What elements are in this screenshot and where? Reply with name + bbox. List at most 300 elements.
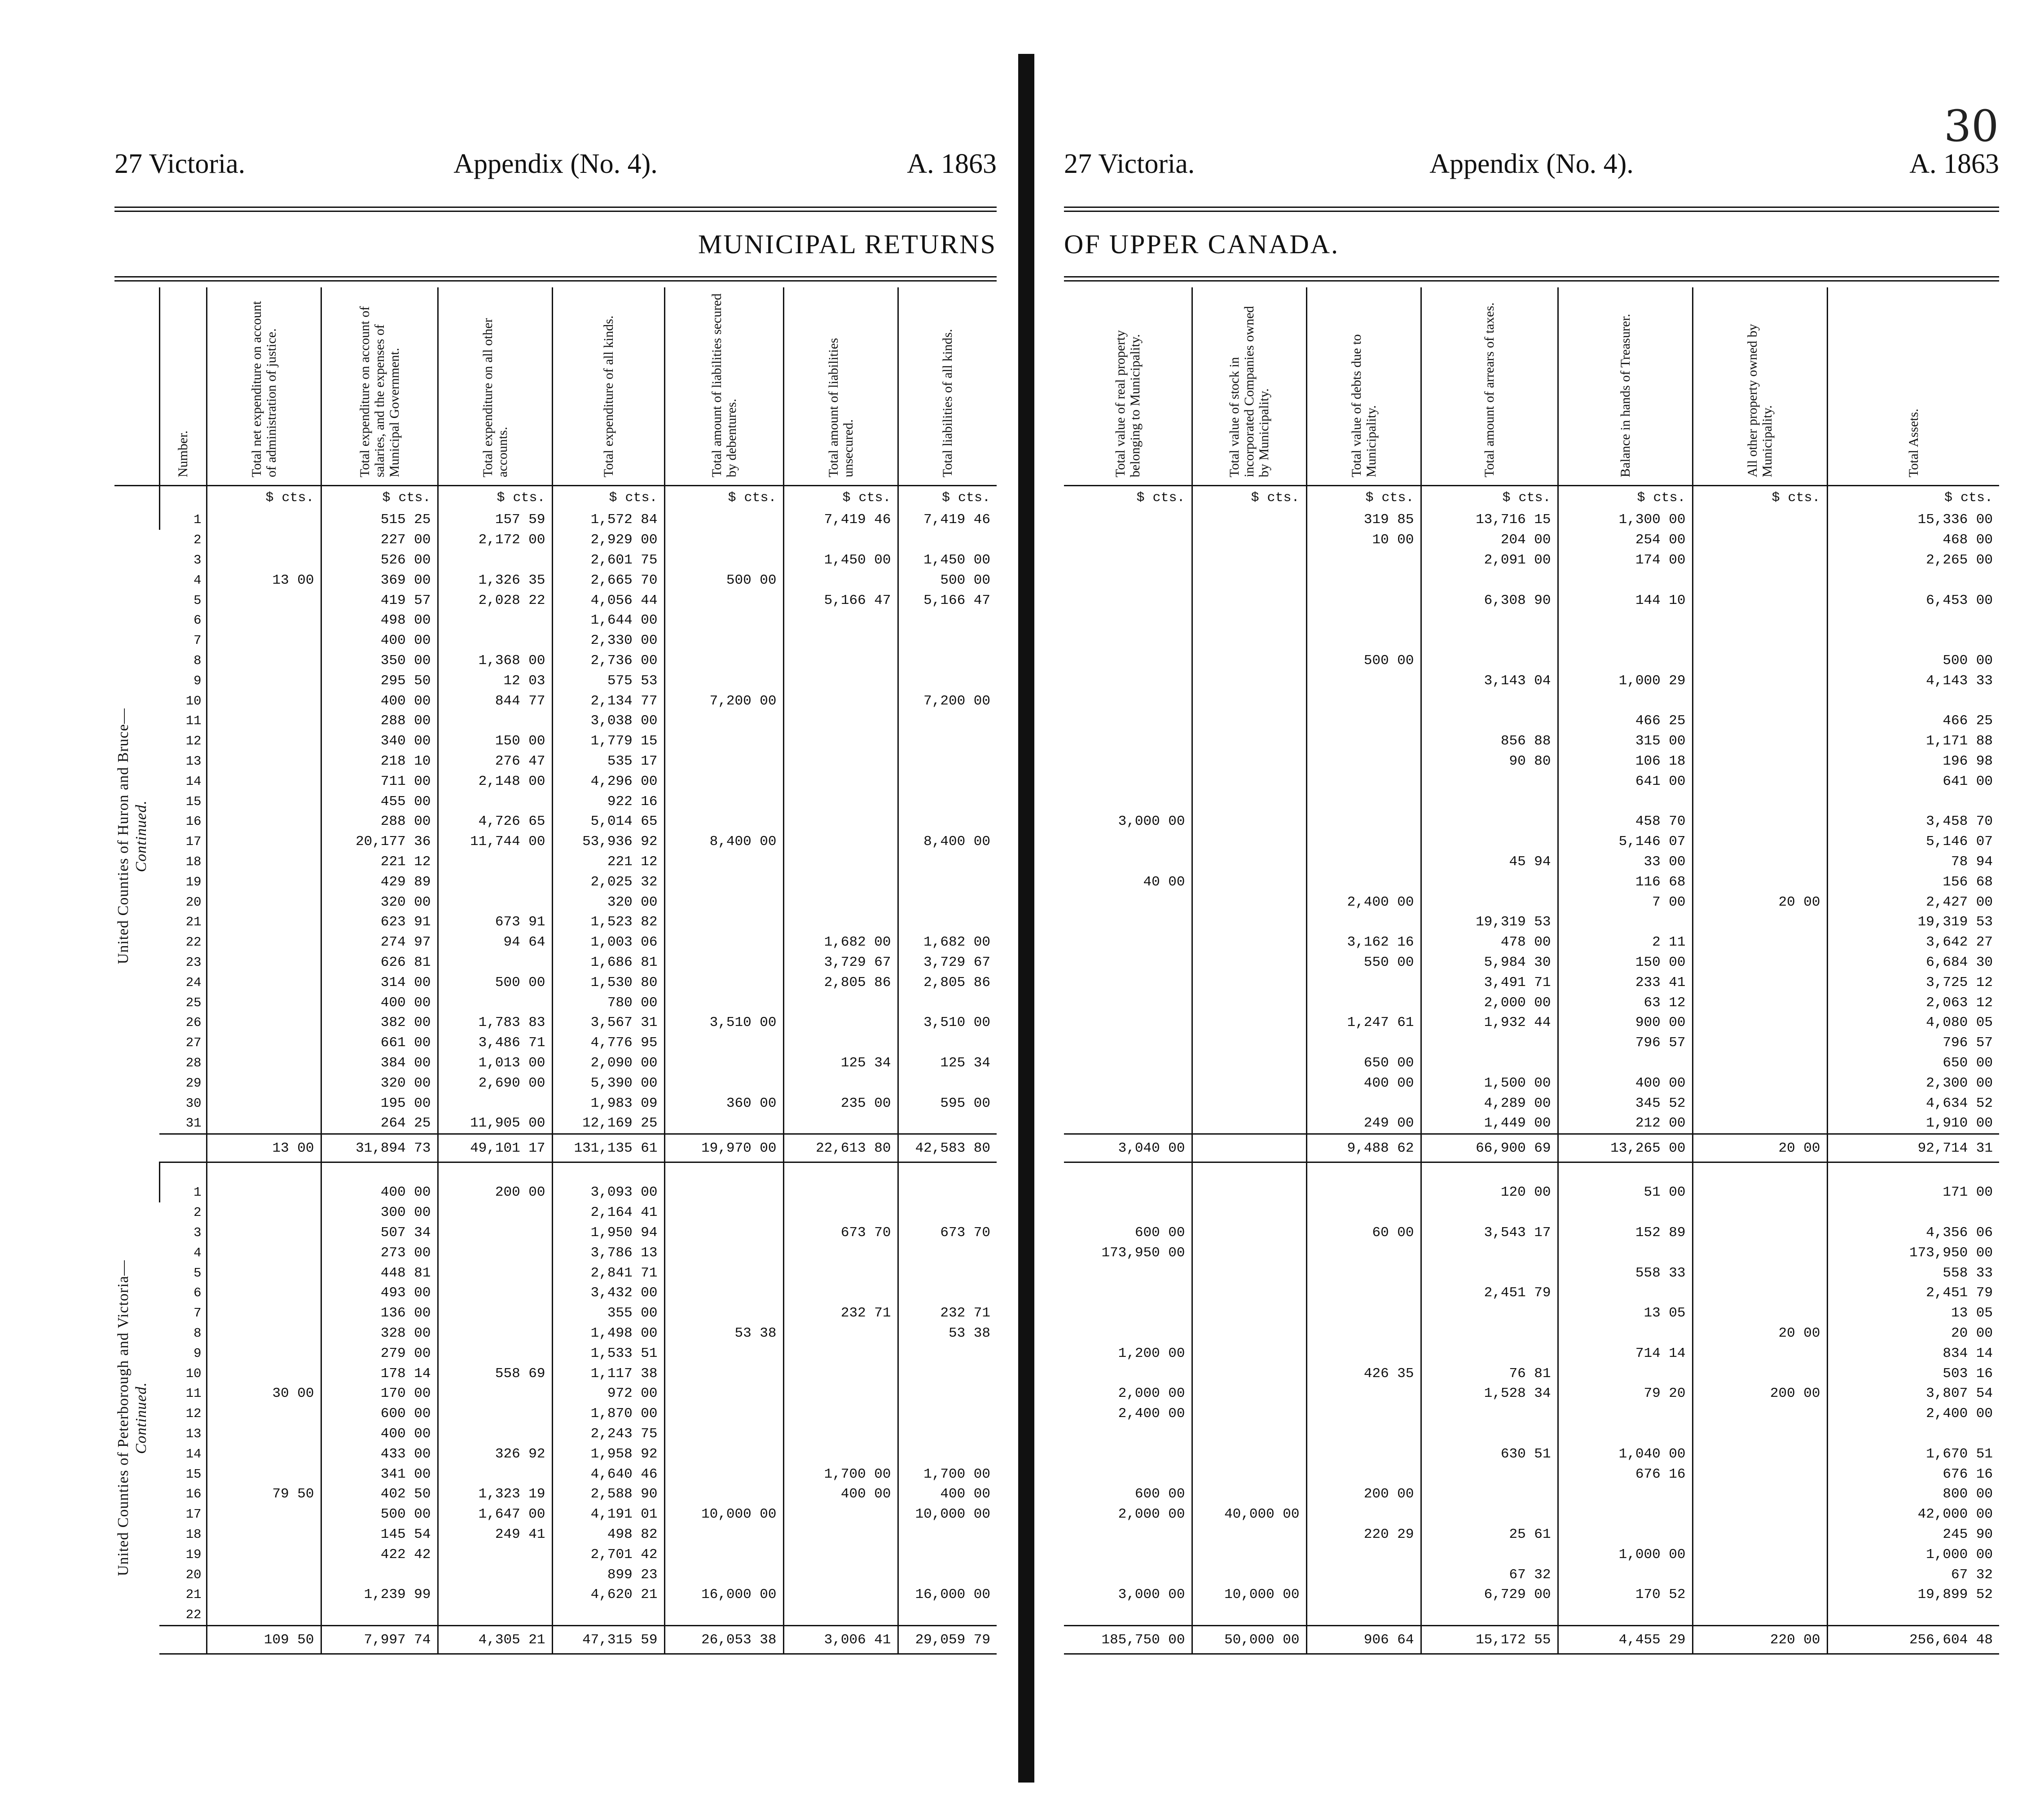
separator-cell [1192,1162,1306,1182]
table-row [1064,1013,1999,1033]
amount-cell [1064,530,1192,550]
row-number: 4 [193,1245,202,1260]
amount-cell [898,611,997,631]
amount-cell: 5,166 47 [783,590,898,611]
amount-cell [1192,993,1306,1013]
amount-cell: 400 00 [321,993,438,1013]
amount-cell [207,651,321,671]
amount-cell: 856 88 [1421,731,1558,751]
total-cell: 42,583 80 [898,1134,997,1162]
amount-cell [1692,1114,1827,1134]
amount-cell: 120 00 [1421,1183,1558,1203]
amount-cell: 400 00 [321,1183,438,1203]
amount-cell: 273 00 [321,1243,438,1263]
amount-cell [1064,1053,1192,1073]
running-head-right [1064,148,1999,184]
amount-cell: 2,134 77 [552,691,664,711]
amount-cell: 448 81 [321,1263,438,1283]
amount-cell: 233 41 [1558,973,1692,993]
amount-cell: 288 00 [321,711,438,731]
amount-cell [1064,792,1192,812]
header-rule [114,207,997,212]
amount-cell [207,1404,321,1424]
column-header-label: Total value of stock in incorporated Companies owned by Municipality. [1227,306,1271,477]
amount-cell [1558,1605,1692,1625]
amount-cell [438,1404,552,1424]
table-row [114,1283,997,1303]
amount-cell: 6,308 90 [1421,590,1558,611]
total-cell: 9,488 62 [1306,1134,1421,1162]
amount-cell [207,751,321,771]
amount-cell: 1,533 51 [552,1343,664,1364]
amount-cell: 2,805 86 [898,973,997,993]
amount-cell [438,550,552,570]
table-row [1064,651,1999,671]
amount-cell [664,872,783,892]
header-regnal-year: 27 Victoria. [1064,149,1195,179]
amount-cell: 3,725 12 [1827,973,1999,993]
amount-cell [1306,1202,1421,1223]
amount-cell [1064,1013,1192,1033]
amount-cell: 3,642 27 [1827,932,1999,952]
group-label-cell [114,510,159,1162]
amount-cell [664,952,783,973]
amount-cell: 2,805 86 [783,973,898,993]
amount-cell [898,1364,997,1384]
amount-cell [664,1303,783,1323]
amount-cell: 1,013 00 [438,1053,552,1073]
amount-cell [1558,1424,1692,1444]
amount-cell [207,1283,321,1303]
amount-cell [207,1223,321,1243]
amount-cell [438,1565,552,1585]
amount-cell: 1,040 00 [1558,1444,1692,1464]
row-number: 19 [185,874,202,889]
amount-cell: 360 00 [664,1093,783,1114]
amount-cell [1421,1243,1558,1263]
amount-cell [1692,590,1827,611]
amount-cell [898,1545,997,1565]
amount-cell: 498 00 [321,611,438,631]
amount-cell: 899 23 [552,1565,664,1585]
amount-cell: 1,700 00 [783,1464,898,1484]
amount-cell [207,1013,321,1033]
amount-cell [1558,1053,1692,1073]
amount-cell: 10 00 [1306,530,1421,550]
table-row [1064,1545,1999,1565]
column-header-label: Total Assets. [1906,409,1921,477]
total-cell: 13 00 [207,1134,321,1162]
amount-cell [1064,1283,1192,1303]
row-number: 22 [185,1607,202,1623]
amount-cell [898,771,997,792]
amount-cell: 1,682 00 [898,932,997,952]
row-number: 19 [185,1547,202,1562]
amount-cell: 221 12 [321,852,438,872]
group-column-header [114,287,159,486]
amount-cell [664,530,783,550]
column-header-label: Total value of real property belonging to Municipality. [1112,330,1143,477]
amount-cell: 13,716 15 [1421,510,1558,530]
amount-cell [1192,1013,1306,1033]
row-number: 30 [185,1096,202,1111]
amount-cell: 2,063 12 [1827,993,1999,1013]
amount-cell [1064,630,1192,651]
row-number: 2 [193,1205,202,1220]
row-number: 13 [185,754,202,769]
amount-cell [1306,1585,1421,1605]
amount-cell [438,872,552,892]
amount-cell: 254 00 [1558,530,1692,550]
amount-cell: 673 91 [438,912,552,933]
amount-cell [207,510,321,530]
amount-cell: 78 94 [1827,852,1999,872]
amount-cell: 1,528 34 [1421,1384,1558,1404]
amount-cell [1692,1303,1827,1323]
amount-cell: 535 17 [552,751,664,771]
table-row [1064,1093,1999,1114]
amount-cell [1421,812,1558,832]
amount-cell [1827,1605,1999,1625]
amount-cell: 20 00 [1692,1323,1827,1343]
amount-cell [898,1404,997,1424]
amount-cell [898,1424,997,1444]
amount-cell [664,1464,783,1484]
amount-cell [1192,872,1306,892]
amount-cell [783,1263,898,1283]
column-header [1558,287,1692,486]
amount-cell [783,691,898,711]
amount-cell [1421,1605,1558,1625]
amount-cell [1558,651,1692,671]
row-number: 8 [193,1326,202,1341]
amount-cell [1421,711,1558,731]
amount-cell: 500 00 [1306,651,1421,671]
amount-cell [664,792,783,812]
amount-cell [1064,1323,1192,1343]
amount-cell: 641 00 [1827,771,1999,792]
amount-cell [1306,872,1421,892]
amount-cell [1421,1202,1558,1223]
amount-cell [664,1263,783,1283]
amount-cell [898,1524,997,1545]
amount-cell: 2,000 00 [1421,993,1558,1013]
amount-cell [664,1033,783,1053]
amount-cell [1558,1364,1692,1384]
amount-cell [1827,1202,1999,1223]
table-row [114,550,997,570]
amount-cell [898,1114,997,1134]
amount-cell [1064,932,1192,952]
amount-cell [1192,832,1306,852]
amount-cell [898,792,997,812]
amount-cell [207,1183,321,1203]
amount-cell [207,630,321,651]
amount-cell [1192,1183,1306,1203]
row-number: 5 [193,593,202,608]
table-row [1064,590,1999,611]
amount-cell [1064,510,1192,530]
table-row [114,691,997,711]
amount-cell [664,1283,783,1303]
total-row [1064,1626,1999,1654]
row-number: 23 [185,955,202,970]
amount-cell [664,651,783,671]
amount-cell: 90 80 [1421,751,1558,771]
table-row [114,1323,997,1343]
amount-cell: 53,936 92 [552,832,664,852]
amount-cell [664,711,783,731]
table-row [1064,611,1999,631]
amount-cell [783,651,898,671]
row-number: 18 [185,1527,202,1542]
amount-cell [783,530,898,550]
amount-cell [664,590,783,611]
group-separator [1064,1162,1999,1182]
amount-cell: 53 38 [898,1323,997,1343]
continued-label: Continued. [133,800,149,872]
table-row [114,1504,997,1524]
amount-cell: 922 16 [552,792,664,812]
amount-cell: 150 00 [1558,952,1692,973]
amount-cell [1421,691,1558,711]
amount-cell [1692,1605,1827,1625]
amount-cell [783,1444,898,1464]
amount-cell: 400 00 [321,630,438,651]
amount-cell: 2,690 00 [438,1073,552,1093]
amount-cell: 382 00 [321,1013,438,1033]
amount-cell [1064,1545,1192,1565]
amount-cell [783,832,898,852]
amount-cell [1421,771,1558,792]
row-number: 31 [185,1116,202,1131]
amount-cell [1192,912,1306,933]
amount-cell: 326 92 [438,1444,552,1464]
amount-cell: 6,684 30 [1827,952,1999,973]
amount-cell [1421,1404,1558,1424]
unit-label: $ cts. [1558,486,1692,510]
amount-cell: 600 00 [1134,1486,1185,1502]
separator-cell [898,1162,997,1182]
table-row [1064,671,1999,691]
column-header [438,287,552,486]
amount-cell [438,1263,552,1283]
amount-cell: 1,644 00 [552,611,664,631]
amount-cell [1064,751,1192,771]
amount-cell: 500 00 [1827,651,1999,671]
row-number: 24 [185,975,202,990]
amount-cell [207,731,321,751]
amount-cell [664,1444,783,1464]
amount-cell [1692,912,1827,933]
total-cell: 31,894 73 [321,1134,438,1162]
table-row [114,1524,997,1545]
amount-cell [438,630,552,651]
amount-cell: 79 50 [207,1484,321,1505]
amount-cell [438,1343,552,1364]
amount-cell: 144 10 [1558,590,1692,611]
amount-cell: 466 25 [1558,711,1692,731]
amount-cell [898,1444,997,1464]
unit-label: $ cts. [207,486,321,510]
amount-cell: 422 42 [321,1545,438,1565]
unit-label: $ cts. [1421,486,1558,510]
amount-cell [438,892,552,912]
total-cell: 49,101 17 [438,1134,552,1162]
table-row [1064,1283,1999,1303]
amount-cell [783,611,898,631]
amount-cell [207,1343,321,1364]
amount-cell [664,771,783,792]
table-row [1064,812,1999,832]
amount-cell [664,731,783,751]
amount-cell: 67 32 [1421,1565,1558,1585]
table-row [1064,771,1999,792]
amount-cell: 232 71 [783,1303,898,1323]
amount-cell: 7 00 [1558,892,1692,912]
amount-cell: 3,729 67 [898,952,997,973]
column-header-label: Total liabilities of all kinds. [940,329,955,477]
amount-cell: 676 16 [1558,1464,1692,1484]
amount-cell [783,711,898,731]
amount-cell: 1,686 81 [552,952,664,973]
amount-cell: 1,003 06 [552,932,664,952]
amount-cell: 630 51 [1421,1444,1558,1464]
amount-cell [438,1384,552,1404]
amount-cell [783,751,898,771]
amount-cell: 152 89 [1558,1223,1692,1243]
amount-cell [1192,1464,1306,1484]
amount-cell: 369 00 [321,570,438,590]
amount-cell: 796 57 [1558,1033,1692,1053]
amount-cell [1064,711,1192,731]
table-row [1064,993,1999,1013]
amount-cell [207,671,321,691]
amount-cell [207,1073,321,1093]
amount-cell [1192,611,1306,631]
amount-cell [207,1114,321,1134]
amount-cell: 5,390 00 [552,1073,664,1093]
amount-cell: 500 00 [664,570,783,590]
amount-cell [1192,570,1306,590]
table-row [1064,510,1999,530]
table-row [1064,1404,1999,1424]
separator-cell [552,1162,664,1182]
table-row [114,1585,997,1605]
amount-cell: 429 89 [321,872,438,892]
amount-cell [1192,1053,1306,1073]
total-cell: 66,900 69 [1421,1134,1558,1162]
amount-cell [783,1343,898,1364]
amount-cell: 30 00 [207,1384,321,1404]
row-number: 1 [159,1183,207,1203]
amount-cell [1692,792,1827,812]
amount-cell: 455 00 [321,792,438,812]
amount-cell [1192,1202,1306,1223]
amount-cell: 4,296 00 [552,771,664,792]
table-row [114,510,997,530]
table-row [114,751,997,771]
separator-cell [1421,1162,1558,1182]
amount-cell [783,892,898,912]
amount-cell [1192,1303,1306,1323]
amount-cell: 400 00 [321,1424,438,1444]
amount-cell [664,973,783,993]
amount-cell [1306,1343,1421,1364]
amount-cell [783,1283,898,1303]
amount-cell [1558,1404,1692,1424]
amount-cell: 676 16 [1827,1464,1999,1484]
row-number: 6 [193,1285,202,1301]
total-cell: 256,604 48 [1827,1626,1999,1654]
row-number: 16 [185,814,202,829]
amount-cell [1064,832,1192,852]
amount-cell: 3,510 00 [664,1013,783,1033]
amount-cell: 1,200 00 [1118,1345,1185,1361]
column-header-label: Balance in hands of Treasurer. [1618,313,1633,477]
amount-cell: 1,000 00 [1558,1545,1692,1565]
amount-cell [207,1323,321,1343]
separator-cell [664,1162,783,1182]
amount-cell [898,1033,997,1053]
amount-cell: 558 33 [1827,1263,1999,1283]
amount-cell: 328 00 [321,1323,438,1343]
amount-cell [1558,1504,1692,1524]
amount-cell [1064,1444,1192,1464]
amount-cell [1192,932,1306,952]
amount-cell: 1,783 83 [438,1013,552,1033]
amount-cell [1692,711,1827,731]
amount-cell: 1,523 82 [552,912,664,933]
amount-cell: 673 70 [898,1223,997,1243]
row-number: 14 [185,774,202,789]
amount-cell: 13 05 [1558,1303,1692,1323]
amount-cell [898,651,997,671]
amount-cell [1692,832,1827,852]
row-number: 16 [185,1487,202,1502]
table-row [114,1202,997,1223]
row-number: 3 [193,553,202,568]
amount-cell: 19,899 52 [1827,1585,1999,1605]
amount-cell [898,1283,997,1303]
amount-cell: 40 00 [1143,874,1185,890]
row-number: 22 [185,935,202,950]
amount-cell [1692,993,1827,1013]
amount-cell: 6,453 00 [1827,590,1999,611]
amount-cell: 4,776 95 [552,1033,664,1053]
amount-cell: 2,091 00 [1421,550,1558,570]
amount-cell [1064,1073,1192,1093]
amount-cell [1192,1605,1306,1625]
amount-cell [1558,912,1692,933]
amount-cell [1192,671,1306,691]
amount-cell: 4,640 46 [552,1464,664,1484]
amount-cell: 1,498 00 [552,1323,664,1343]
amount-cell: 235 00 [783,1093,898,1114]
amount-cell [1558,691,1692,711]
amount-cell [664,510,783,530]
amount-cell [438,1464,552,1484]
amount-cell [1306,1565,1421,1585]
amount-cell: 400 00 [898,1484,997,1505]
amount-cell: 5,166 47 [898,590,997,611]
amount-cell [1192,1384,1306,1404]
table-row [114,711,997,731]
amount-cell: 3,567 31 [552,1013,664,1033]
unit-label: $ cts. [664,486,783,510]
amount-cell [1558,1484,1692,1505]
amount-cell [1306,630,1421,651]
